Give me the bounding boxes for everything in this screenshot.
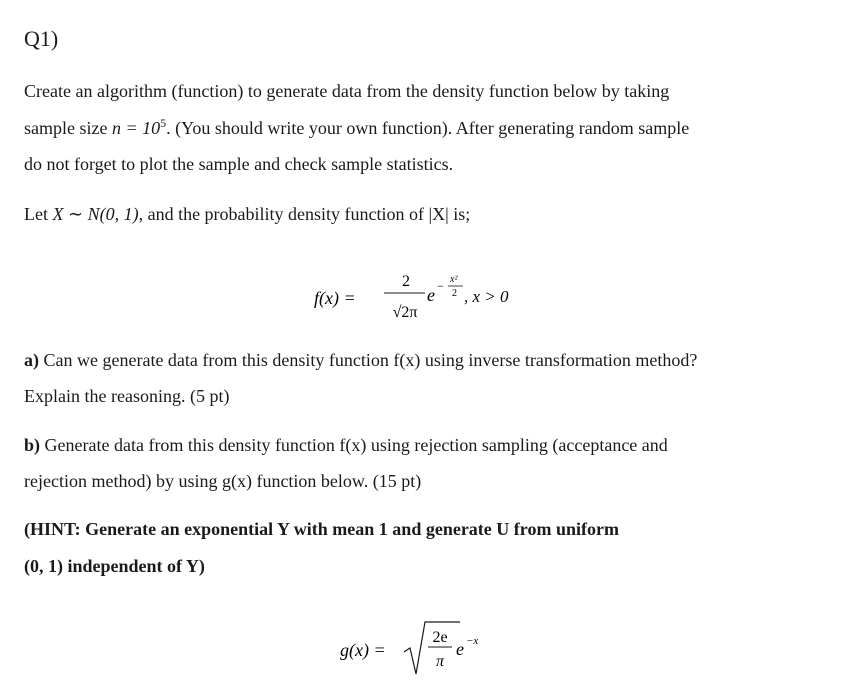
distribution-expression: X ∼ N(0, 1) <box>52 204 139 224</box>
part-b-label: b) <box>24 435 41 455</box>
formula-f-exponent-numerator: x² <box>450 274 458 285</box>
proposal-formula-g <box>330 612 530 682</box>
part-a-question: Can we generate data from this density function f(x) using inverse transformation method? <box>39 350 698 370</box>
sample-size-exponent: 5 <box>160 116 167 130</box>
let-line <box>24 205 470 223</box>
intro-line-2-prefix: sample size <box>24 118 112 138</box>
formula-f-base: e <box>427 285 435 305</box>
formula-f-exponent-denominator: 2 <box>452 288 457 299</box>
let-prefix: Let <box>24 204 53 224</box>
hint-line-1: (HINT: Generate an exponential Y with mean 1 and generate U from uniform <box>24 519 619 539</box>
formula-g-base: e <box>456 639 464 659</box>
part-b-question: Generate data from this density function f(x) using rejection sampling (acceptance and <box>40 435 668 455</box>
formula-g-exponent: −x <box>466 635 479 647</box>
part-b-line-2: rejection method) by using g(x) function below. (15 pt) <box>24 471 422 491</box>
formula-f-exponent-sign: − <box>437 279 444 293</box>
intro-line-2-suffix: . (You should write your own function). After generating random sample <box>166 118 690 138</box>
formula-f-denominator: √2π <box>392 304 418 321</box>
density-formula-f <box>300 262 560 328</box>
formula-f-lhs: f(x) = <box>314 288 356 308</box>
intro-line-2 <box>24 116 690 138</box>
formula-g-numerator: 2e <box>432 629 448 646</box>
let-suffix: , and the probability density function of |X| is; <box>138 204 471 224</box>
intro-line-1: Create an algorithm (function) to generate data from the density function below by taking <box>24 81 670 101</box>
sample-size-expression: n = 10 <box>111 118 161 138</box>
question-heading: Q1) <box>24 26 59 51</box>
formula-g-lhs: g(x) = <box>340 640 386 660</box>
hint-line-2: (0, 1) independent of Y) <box>24 556 205 576</box>
intro-line-3: do not forget to plot the sample and check sample statistics. <box>24 154 454 174</box>
part-a-label: a) <box>24 350 39 370</box>
part-b-line-1 <box>24 436 668 454</box>
formula-f-condition: , x > 0 <box>464 287 509 306</box>
part-a-line-1 <box>24 351 697 369</box>
formula-g-denominator: π <box>435 653 445 670</box>
formula-f-numerator: 2 <box>402 273 410 290</box>
part-a-line-2: Explain the reasoning. (5 pt) <box>24 386 230 406</box>
